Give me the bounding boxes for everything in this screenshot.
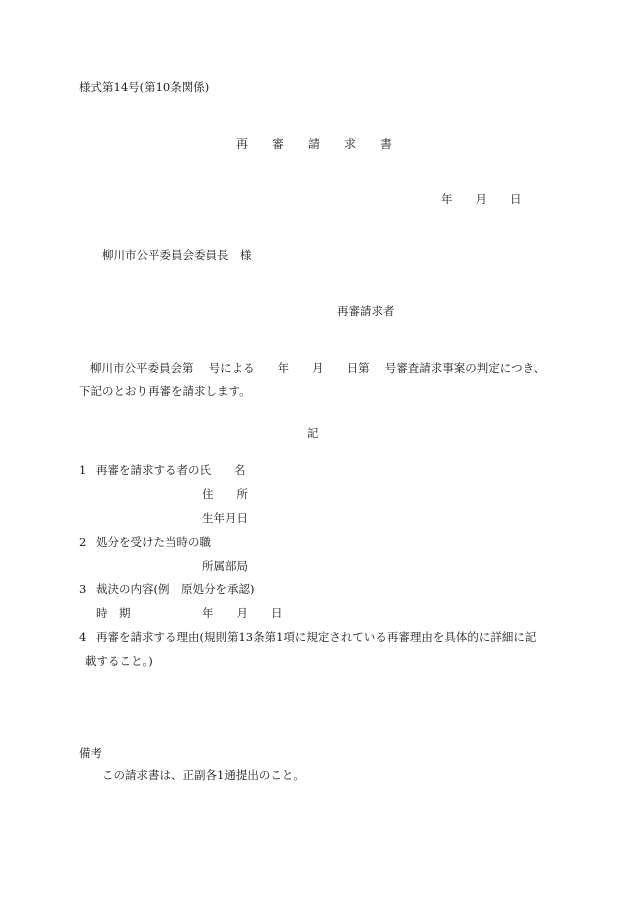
item-4-label-line-1: 再審を請求する理由(規則第13条第1項に規定されている再審理由を具体的に詳細に記 xyxy=(96,630,537,644)
item-2-label: 処分を受けた当時の職 xyxy=(96,535,211,549)
intro-line-2: 下記のとおり再審を請求します。 xyxy=(79,384,251,398)
requester-label: 再審請求者 xyxy=(337,304,395,318)
date-line: 年 月 日 xyxy=(441,192,522,206)
item-1-number: 1 xyxy=(79,463,87,477)
remarks-heading: 備考 xyxy=(79,746,102,760)
ki-heading: 記 xyxy=(307,426,319,440)
item-3-period-date: 年 月 日 xyxy=(202,606,283,620)
item-3-label: 裁決の内容(例 原処分を承認) xyxy=(96,582,255,596)
addressee: 柳川市公平委員会委員長 様 xyxy=(102,248,252,262)
item-4-label-line-2: 載すること。) xyxy=(85,654,153,668)
item-4-number: 4 xyxy=(79,630,87,644)
item-3-period-label: 時 期 xyxy=(96,606,131,620)
item-1-birthdate-label: 生年月日 xyxy=(202,511,248,525)
item-2-department-label: 所属部局 xyxy=(202,559,248,573)
item-3-number: 3 xyxy=(79,582,87,596)
item-1-address-label: 住 所 xyxy=(202,487,248,501)
item-1-label: 再審を請求する者の氏 名 xyxy=(96,463,246,477)
item-2-number: 2 xyxy=(79,535,87,549)
document-title: 再 審 請 求 書 xyxy=(236,137,393,151)
remarks-text: この請求書は、正副各1通提出のこと。 xyxy=(102,768,305,782)
intro-line-1: 柳川市公平委員会第 号による 年 月 日第 号審査請求事案の判定につき、 xyxy=(90,361,546,375)
form-number: 様式第14号(第10条関係) xyxy=(79,80,210,94)
